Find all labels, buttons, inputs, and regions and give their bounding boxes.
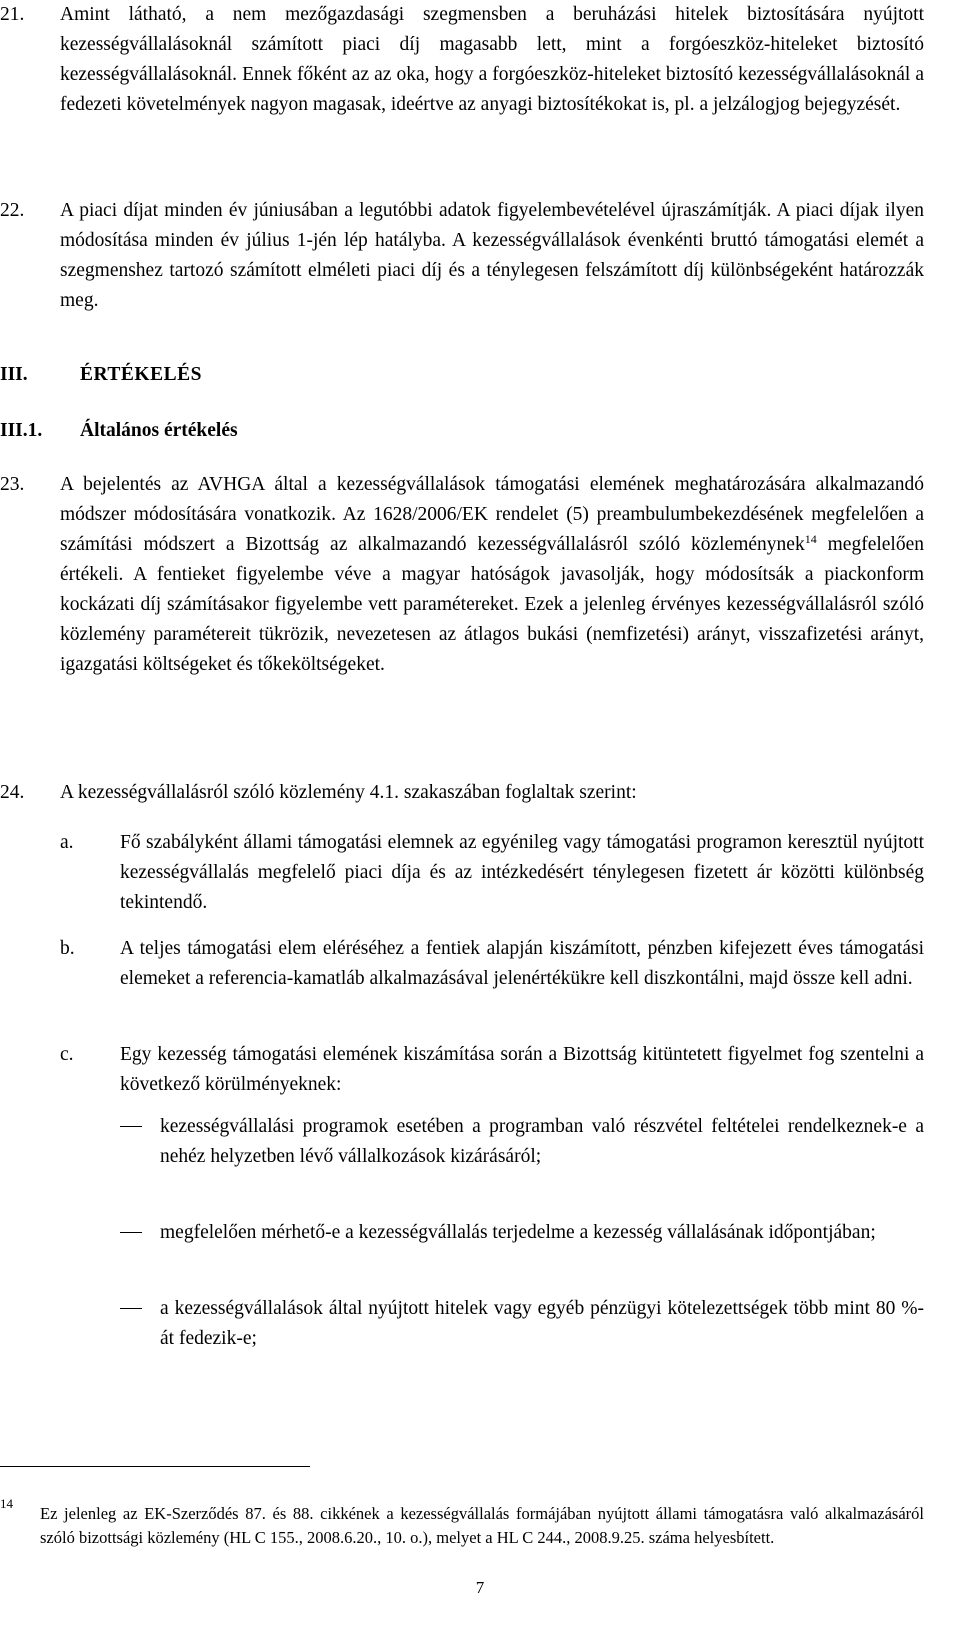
footnote-text: Ez jelenleg az EK-Szerződés 87. és 88. cikkének a kezességvállalás formájában nyújtott állami támogatásra való alkalmazásáról szóló bizottsági közlemény (HL C 155., 2008.6.20., 10. o.), melyet a HL C 244., 2008.9.25. száma helyesbített. [40, 1504, 924, 1547]
page-number: 7 [475, 1578, 485, 1597]
list-item-letter-b: b. [60, 938, 75, 959]
dash-bullet-icon [120, 1308, 142, 1309]
list-item-a: Fő szabályként állami támogatási elemnek az egyénileg vagy támogatási programon keresztül nyújtott kezességvállalás megfelelő piaci díja és az intézkedésért ténylegesen fizetett ár közötti különbség tekintendő. [120, 832, 924, 913]
section-number: III. [0, 364, 28, 385]
list-item-letter-c: c. [60, 1044, 74, 1065]
dash-bullet-icon [120, 1126, 142, 1127]
paragraph-23-text-part2: megfelelően értékeli. A fentieket figyelembe véve a magyar hatóságok javasolják, hogy módosítsák a piackonform kockázati díj számításakor figyelembe vett paramétereket. Ezek a jelenleg érvényes kezességvállalásról szóló közlemény paramétereit tükrözik, nevezetesen az átlagos bukási (nemfizetési) arányt, visszafizetési arányt, igazgatási költségeket és tőkeköltségeket. [60, 534, 924, 675]
paragraph-21: Amint látható, a nem mezőgazdasági szegmensben a beruházási hitelek biztosítására nyújtott kezességvállalásoknál számított piaci díj magasabb lett, mint a forgóeszköz-hiteleket biztosító kezességvállalásoknál. Ennek főként az az oka, hogy a forgóeszköz-hiteleket biztosító kezességvállalásoknál a fedezeti követelmények nagyon magasak, ideértve az anyagi biztosítékokat is, pl. a jelzálogjog bejegyzését. [60, 4, 924, 115]
list-item-c: Egy kezesség támogatási elemének kiszámítása során a Bizottság kitüntetett figyelmet fog szentelni a következő körülményeknek: [120, 1044, 924, 1095]
dash-item-3: a kezességvállalások által nyújtott hitelek vagy egyéb pénzügyi kötelezettségek több mint 80 %-át fedezik-e; [160, 1298, 924, 1349]
paragraph-number-23: 23. [0, 474, 25, 495]
list-item-letter-a: a. [60, 832, 74, 853]
subsection-title: Általános értékelés [80, 420, 238, 441]
paragraph-number-22: 22. [0, 200, 25, 221]
paragraph-23 [60, 470, 924, 680]
footnote-number: 14 [0, 1496, 13, 1511]
dash-bullet-icon [120, 1232, 142, 1233]
paragraph-23-text-part1: A bejelentés az AVHGA által a kezességvállalások támogatási elemének meghatározására alkalmazandó módszer módosítására vonatkozik. Az 1628/2006/EK rendelet (5) preambulumbekezdésének megfelelően a számítási módszert a Bizottság az alkalmazandó kezességvállalásról szóló közleménynek [60, 474, 924, 555]
paragraph-number-21: 21. [0, 4, 25, 25]
list-item-b: A teljes támogatási elem eléréséhez a fentiek alapján kiszámított, pénzben kifejezett éves támogatási elemeket a referencia-kamatláb alkalmazásával jelenértékükre kell diszkontálni, majd össze kell adni. [120, 938, 924, 989]
paragraph-22: A piaci díjat minden év júniusában a legutóbbi adatok figyelembevételével újraszámítják. A piaci díjak ilyen módosítása minden év július 1-jén lép hatályba. A kezességvállalások évenkénti bruttó támogatási elemét a szegmenshez tartozó számított elméleti piaci díj és a ténylegesen felszámított díj különbségeként határozzák meg. [60, 200, 924, 311]
subsection-number: III.1. [0, 420, 43, 441]
paragraph-24: A kezességvállalásról szóló közlemény 4.1. szakaszában foglaltak szerint: [60, 782, 637, 803]
footnote-reference-14[interactable]: 14 [804, 532, 817, 546]
footnote-separator [0, 1466, 310, 1467]
dash-item-2: megfelelően mérhető-e a kezességvállalás terjedelme a kezesség vállalásának időpontjában; [160, 1222, 876, 1243]
dash-item-1: kezességvállalási programok esetében a programban való részvétel feltételei rendelkeznek-e a nehéz helyzetben lévő vállalkozások kizárásáról; [160, 1116, 924, 1167]
paragraph-number-24: 24. [0, 782, 25, 803]
section-title: ÉRTÉKELÉS [80, 364, 202, 385]
